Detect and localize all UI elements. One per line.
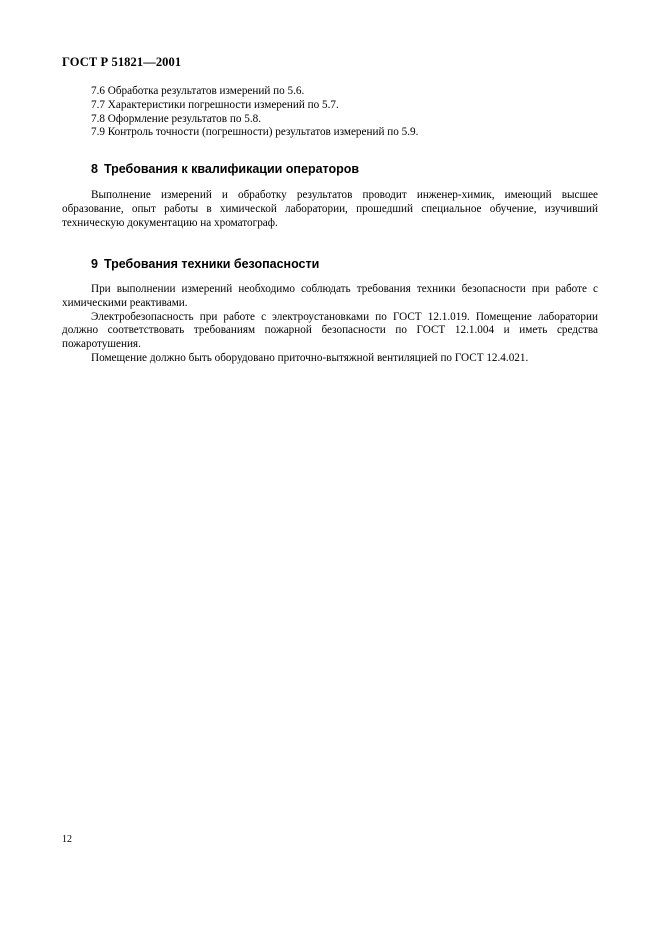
section-8-body xyxy=(62,189,598,230)
section-9-number: 9 xyxy=(91,257,98,271)
paragraph: Помещение должно быть оборудовано приточно-вытяжной вентиляцией по ГОСТ 12.4.021. xyxy=(91,351,529,364)
paragraph: Выполнение измерений и обработку результатов проводит инженер-химик, имеющий высшее образование, опыт работы в химической лаборатории, прошедший специальное обучение, изучивший техническую документацию на хроматограф. xyxy=(62,189,598,229)
list-item: 7.8 Оформление результатов по 5.8. xyxy=(91,112,262,125)
paragraph: При выполнении измерений необходимо соблюдать требования техники безопасности при работе с химическими реактивами. xyxy=(62,283,598,309)
document-header: ГОСТ Р 51821—2001 xyxy=(62,55,182,69)
section-9-heading xyxy=(91,257,319,271)
section-8-heading xyxy=(91,162,359,176)
list-item: 7.7 Характеристики погрешности измерений по 5.7. xyxy=(91,98,339,111)
page-number: 12 xyxy=(62,834,72,845)
section-9-title: Требования техники безопасности xyxy=(103,257,320,271)
section-9-body xyxy=(62,283,598,366)
list-item: 7.6 Обработка результатов измерений по 5.6. xyxy=(91,85,305,97)
list-7-items xyxy=(91,85,611,140)
paragraph: Электробезопасность при работе с электроустановками по ГОСТ 12.1.019. Помещение лаборатории должно соответствовать требованиям пожарной безопасности по ГОСТ 12.1.004 и иметь средства пожаротушения. xyxy=(62,310,598,351)
section-8-title: Требования к квалификации операторов xyxy=(103,162,360,176)
section-8-number: 8 xyxy=(91,162,98,176)
list-item: 7.9 Контроль точности (погрешности) результатов измерений по 5.9. xyxy=(91,126,419,139)
